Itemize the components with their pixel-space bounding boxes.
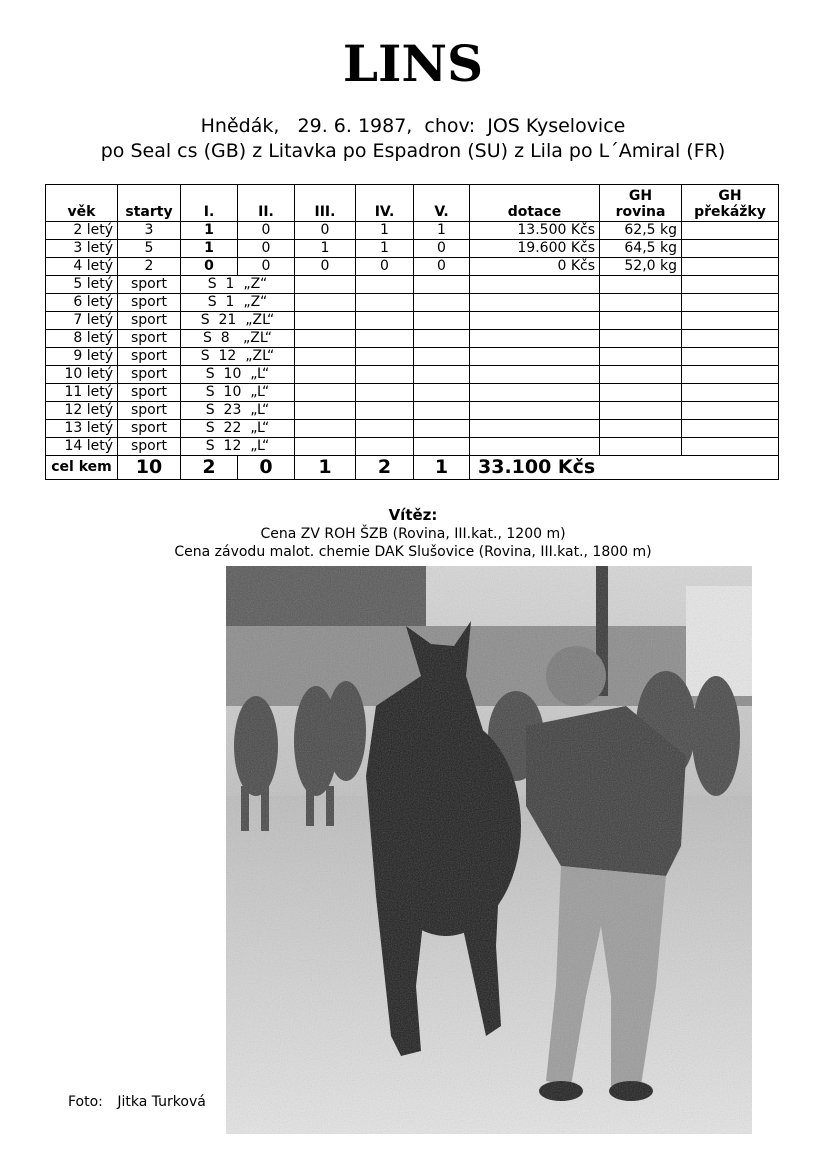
table-row: [46, 312, 779, 330]
empty-cell: [600, 438, 682, 456]
empty-cell: [295, 402, 356, 420]
sport-class-cell: S 1 „Z“: [181, 276, 295, 294]
empty-cell: [414, 366, 470, 384]
empty-cell: [414, 294, 470, 312]
total-label: cel kem: [46, 456, 118, 480]
table-cell: sport: [118, 330, 181, 348]
table-cell: [682, 222, 779, 240]
table-cell: 4 letý: [46, 258, 118, 276]
col-header-fourth: IV.: [356, 185, 414, 222]
empty-cell: [600, 402, 682, 420]
col-header-first: I.: [181, 185, 238, 222]
empty-cell: [295, 438, 356, 456]
empty-cell: [356, 420, 414, 438]
table-cell: 2 letý: [46, 222, 118, 240]
col-header-prize: dotace: [470, 185, 600, 222]
empty-cell: [470, 402, 600, 420]
total-cell: 2: [356, 456, 414, 480]
empty-cell: [470, 294, 600, 312]
empty-cell: [600, 294, 682, 312]
table-cell: 0 Kčs: [470, 258, 600, 276]
empty-cell: [682, 420, 779, 438]
winner-race-1: Cena ZV ROH ŠZB (Rovina, III.kat., 1200 m): [260, 526, 566, 542]
empty-cell: [470, 276, 600, 294]
empty-cell: [470, 312, 600, 330]
table-row: [46, 240, 779, 258]
table-row: [46, 258, 779, 276]
sport-class-cell: S 12 „ZL“: [181, 348, 295, 366]
empty-cell: [414, 312, 470, 330]
table-cell: 62,5 kg: [600, 222, 682, 240]
table-cell: 0: [414, 240, 470, 258]
empty-cell: [600, 348, 682, 366]
empty-cell: [295, 276, 356, 294]
table-cell: sport: [118, 276, 181, 294]
table-cell: 1: [356, 222, 414, 240]
total-cell: 2: [181, 456, 238, 480]
table-cell: 3: [118, 222, 181, 240]
empty-cell: [682, 348, 779, 366]
photo-credit-label: Foto:: [68, 1094, 103, 1110]
empty-cell: [600, 276, 682, 294]
table-cell: 0: [295, 258, 356, 276]
col-header-third: III.: [295, 185, 356, 222]
empty-cell: [682, 402, 779, 420]
empty-cell: [600, 384, 682, 402]
table-cell: 8 letý: [46, 330, 118, 348]
empty-cell: [470, 384, 600, 402]
sport-class-cell: S 10 „L“: [181, 366, 295, 384]
col-header-fifth: V.: [414, 185, 470, 222]
empty-cell: [470, 420, 600, 438]
table-cell: 0: [356, 258, 414, 276]
table-cell: 2: [118, 258, 181, 276]
table-cell: 0: [295, 222, 356, 240]
table-cell: 1: [356, 240, 414, 258]
empty-cell: [682, 312, 779, 330]
pedigree-line: po Seal cs (GB) z Litavka po Espadron (SU) z Lila po L´Amiral (FR): [100, 140, 726, 162]
empty-cell: [356, 294, 414, 312]
total-cell: 10: [118, 456, 181, 480]
total-cell: 1: [295, 456, 356, 480]
table-cell: 13.500 Kčs: [470, 222, 600, 240]
race-results-table: [45, 184, 779, 480]
table-cell: sport: [118, 312, 181, 330]
empty-cell: [470, 330, 600, 348]
table-row: [46, 222, 779, 240]
empty-cell: [295, 330, 356, 348]
winner-heading: Vítěz:: [388, 506, 438, 524]
total-cell: 0: [238, 456, 295, 480]
empty-cell: [295, 366, 356, 384]
empty-cell: [356, 312, 414, 330]
total-row: [46, 456, 779, 480]
table-row: [46, 366, 779, 384]
table-cell: 11 letý: [46, 384, 118, 402]
empty-cell: [356, 348, 414, 366]
sport-class-cell: S 12 „L“: [181, 438, 295, 456]
empty-cell: [295, 294, 356, 312]
empty-cell: [414, 420, 470, 438]
table-cell: 9 letý: [46, 348, 118, 366]
photo-credit-name: Jitka Turková: [117, 1094, 206, 1110]
table-cell: sport: [118, 294, 181, 312]
winner-race-2: Cena závodu malot. chemie DAK Slušovice (Rovina, III.kat., 1800 m): [174, 544, 652, 560]
empty-cell: [414, 402, 470, 420]
empty-cell: [356, 276, 414, 294]
empty-cell: [356, 330, 414, 348]
empty-cell: [295, 348, 356, 366]
table-cell: 13 letý: [46, 420, 118, 438]
table-cell: 52,0 kg: [600, 258, 682, 276]
table-cell: 1: [295, 240, 356, 258]
table-cell: 19.600 Kčs: [470, 240, 600, 258]
empty-cell: [295, 384, 356, 402]
empty-cell: [414, 384, 470, 402]
empty-cell: [414, 348, 470, 366]
empty-cell: [414, 330, 470, 348]
total-cell: 33.100 Kčs: [470, 456, 779, 480]
table-cell: 3 letý: [46, 240, 118, 258]
table-header-row: [46, 185, 779, 222]
empty-cell: [682, 438, 779, 456]
table-row: [46, 420, 779, 438]
horse-name-title: LINS: [342, 34, 484, 93]
empty-cell: [470, 366, 600, 384]
empty-cell: [600, 366, 682, 384]
table-cell: 1: [181, 240, 238, 258]
table-row: [46, 384, 779, 402]
table-cell: 1: [181, 222, 238, 240]
table-cell: 10 letý: [46, 366, 118, 384]
photo-credit: [68, 1094, 216, 1110]
table-cell: 7 letý: [46, 312, 118, 330]
sport-class-cell: S 23 „L“: [181, 402, 295, 420]
empty-cell: [356, 366, 414, 384]
table-row: [46, 402, 779, 420]
table-cell: 5: [118, 240, 181, 258]
table-cell: sport: [118, 348, 181, 366]
table-row: [46, 294, 779, 312]
table-cell: 0: [238, 222, 295, 240]
table-cell: [682, 258, 779, 276]
table-row: [46, 276, 779, 294]
empty-cell: [682, 330, 779, 348]
table-cell: sport: [118, 438, 181, 456]
empty-cell: [414, 438, 470, 456]
empty-cell: [295, 312, 356, 330]
empty-cell: [414, 276, 470, 294]
sport-class-cell: S 1 „Z“: [181, 294, 295, 312]
empty-cell: [600, 312, 682, 330]
empty-cell: [682, 366, 779, 384]
table-cell: 0: [414, 258, 470, 276]
winner-section: [0, 506, 826, 561]
col-header-gh-obstacles: GH překážky: [682, 185, 779, 222]
empty-cell: [682, 384, 779, 402]
col-header-starts: starty: [118, 185, 181, 222]
empty-cell: [470, 348, 600, 366]
table-cell: 14 letý: [46, 438, 118, 456]
total-cell: 1: [414, 456, 470, 480]
empty-cell: [600, 330, 682, 348]
horse-photo: [226, 566, 752, 1134]
table-cell: 0: [238, 258, 295, 276]
table-row: [46, 438, 779, 456]
table-cell: 5 letý: [46, 276, 118, 294]
sport-class-cell: S 22 „L“: [181, 420, 295, 438]
empty-cell: [600, 420, 682, 438]
horse-info-line: Hnědák, 29. 6. 1987, chov: JOS Kyselovice: [200, 115, 626, 137]
table-cell: [682, 240, 779, 258]
col-header-age: věk: [46, 185, 118, 222]
col-header-gh-flat: GH rovina: [600, 185, 682, 222]
table-cell: sport: [118, 420, 181, 438]
table-row: [46, 330, 779, 348]
empty-cell: [356, 402, 414, 420]
table-cell: 12 letý: [46, 402, 118, 420]
empty-cell: [682, 294, 779, 312]
table-cell: sport: [118, 402, 181, 420]
empty-cell: [682, 276, 779, 294]
empty-cell: [356, 438, 414, 456]
table-row: [46, 348, 779, 366]
table-cell: sport: [118, 384, 181, 402]
table-cell: 6 letý: [46, 294, 118, 312]
table-cell: 64,5 kg: [600, 240, 682, 258]
table-cell: 1: [414, 222, 470, 240]
col-header-second: II.: [238, 185, 295, 222]
sport-class-cell: S 10 „L“: [181, 384, 295, 402]
sport-class-cell: S 8 „ZL“: [181, 330, 295, 348]
empty-cell: [356, 384, 414, 402]
empty-cell: [470, 438, 600, 456]
sport-class-cell: S 21 „ZL“: [181, 312, 295, 330]
table-cell: 0: [238, 240, 295, 258]
table-cell: sport: [118, 366, 181, 384]
table-cell: 0: [181, 258, 238, 276]
empty-cell: [295, 420, 356, 438]
